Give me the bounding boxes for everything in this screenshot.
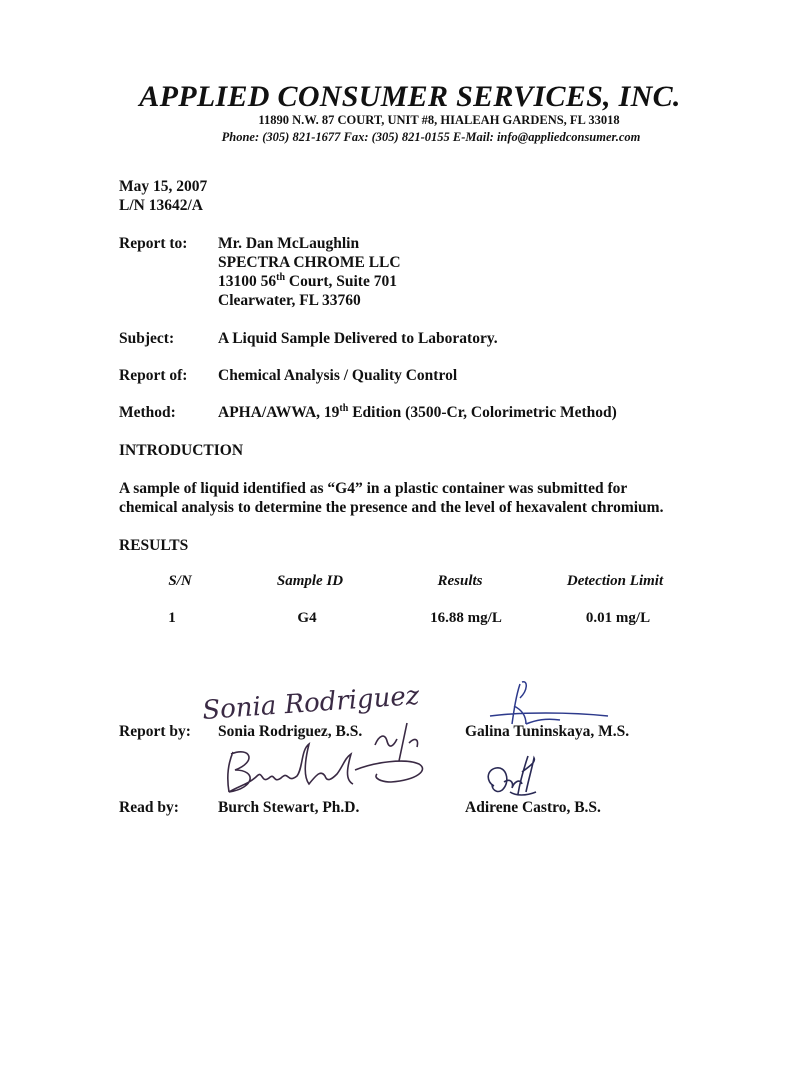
method-value: APHA/AWWA, 19th Edition (3500-Cr, Colorimetric Method) [218,402,617,421]
introduction-heading: INTRODUCTION [119,442,244,459]
lot-number: L/N 13642/A [119,197,203,214]
report-by-signer-1: Sonia Rodriguez, B.S. [218,723,363,740]
company-address: 11890 N.W. 87 COURT, UNIT #8, HIALEAH GARDENS, FL 33018 [258,113,620,127]
read-by-signer-1: Burch Stewart, Ph.D. [218,799,360,816]
recipient-company: SPECTRA CHROME LLC [218,254,401,271]
column-header-detection-limit: Detection Limit [566,573,664,589]
column-header-sn: S/N [168,573,192,589]
column-header-results: Results [437,573,483,589]
read-by-signer-2: Adirene Castro, B.S. [465,799,601,816]
report-of-label: Report of: [119,367,188,384]
results-heading: RESULTS [119,537,189,554]
company-contact: Phone: (305) 821-1677 Fax: (305) 821-0155 E-Mail: info@appliedconsumer.com [221,130,641,144]
read-by-label: Read by: [119,799,179,816]
report-to-label: Report to: [119,235,188,252]
report-of-value: Chemical Analysis / Quality Control [218,367,458,384]
cell-detection-limit: 0.01 mg/L [585,610,651,626]
company-name: APPLIED CONSUMER SERVICES, INC. [139,80,681,113]
report-by-signer-2: Galina Tuninskaya, M.S. [465,723,630,740]
column-header-sample-id: Sample ID [276,573,344,589]
recipient-name: Mr. Dan McLaughlin [218,235,360,252]
svg-text:Sonia Rodriguez: Sonia Rodriguez [201,680,421,726]
report-by-label: Report by: [119,723,191,740]
method-label: Method: [119,404,176,421]
cell-sample-id: G4 [297,610,317,626]
subject-value: A Liquid Sample Delivered to Laboratory. [218,330,498,347]
introduction-text: A sample of liquid identified as “G4” in a plastic container was submitted for chemical analysis to determine the presence and the level of hexavalent chromium. [119,480,664,516]
cell-result: 16.88 mg/L [430,610,502,626]
cell-sn: 1 [168,610,176,626]
subject-label: Subject: [119,330,175,347]
report-date: May 15, 2007 [119,178,208,195]
recipient-street: 13100 56th Court, Suite 701 [218,271,397,290]
recipient-city: Clearwater, FL 33760 [218,292,361,309]
